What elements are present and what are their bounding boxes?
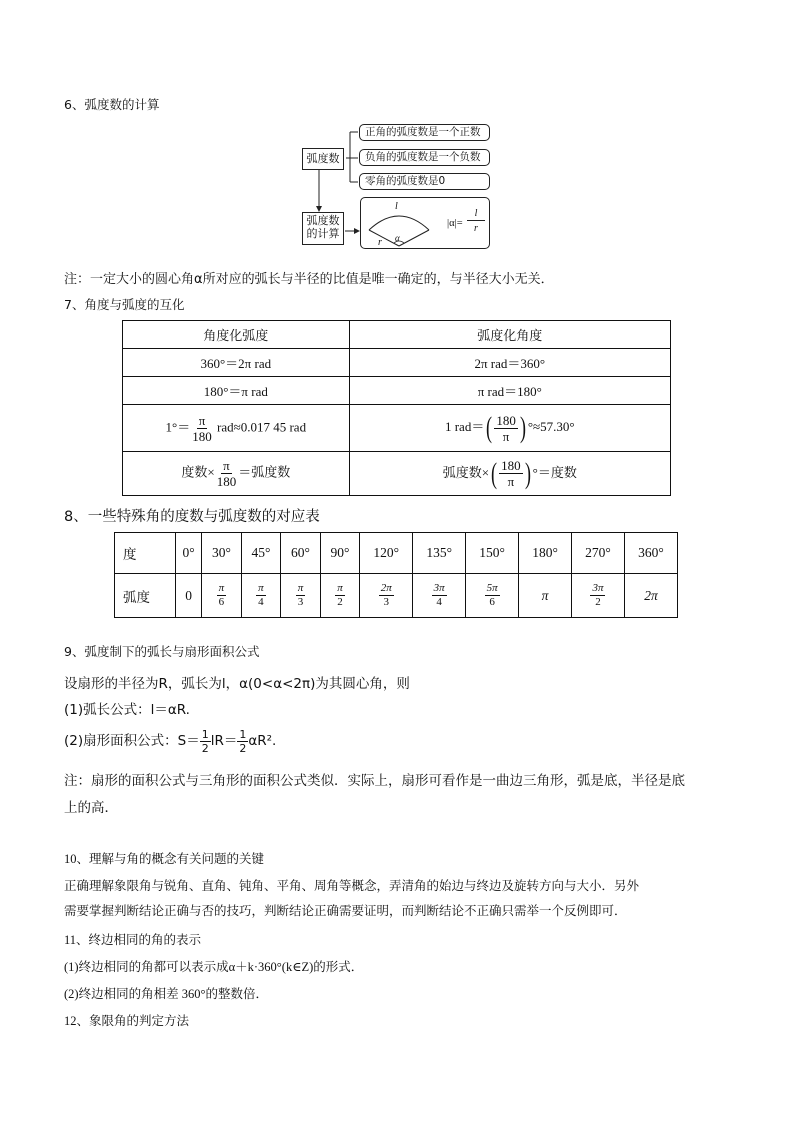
open-paren: ( bbox=[491, 456, 498, 490]
fraction-den: 2 bbox=[239, 741, 247, 755]
fraction bbox=[217, 583, 227, 608]
s9-note-line-2: 上的高． bbox=[64, 800, 118, 816]
fraction-den: 4 bbox=[436, 596, 442, 608]
diagram-item-label: 零角的弧度数是0 bbox=[365, 175, 446, 187]
fraction-den: 180 bbox=[216, 474, 237, 489]
row-label-radian: 弧度 bbox=[115, 574, 176, 618]
radian-cell bbox=[413, 574, 466, 618]
radian-row bbox=[115, 574, 678, 618]
fraction-den: 2 bbox=[201, 741, 209, 755]
s9-line-3-mid: lR＝ bbox=[210, 733, 238, 749]
diagram-root-box bbox=[302, 148, 344, 170]
radian-cell bbox=[241, 574, 281, 618]
fraction bbox=[432, 583, 447, 608]
radian-cell bbox=[519, 574, 572, 618]
cell bbox=[123, 405, 350, 452]
cell bbox=[349, 452, 670, 496]
fraction-num: 5π bbox=[486, 582, 498, 594]
fraction bbox=[379, 583, 394, 608]
degree-cell: 60° bbox=[281, 533, 321, 574]
s9-line-1: 设扇形的半径为R，弧长为l，α(0<α<2π)为其圆心角，则 bbox=[64, 676, 410, 692]
cell: 2π rad＝360° bbox=[349, 349, 670, 377]
fraction-num: π bbox=[297, 582, 304, 594]
cell-text: °＝度数 bbox=[532, 464, 577, 480]
cell bbox=[123, 452, 350, 496]
cell-text: 度数× bbox=[181, 464, 215, 480]
note-1: 注：一定大小的圆心角α所对应的弧长与半径的比值是唯一确定的，与半径大小无关． bbox=[64, 272, 554, 287]
diagram-item-negative bbox=[359, 149, 490, 166]
cell bbox=[349, 405, 670, 452]
fraction-num: π bbox=[223, 458, 230, 473]
s9-note-line-1: 注：扇形的面积公式与三角形的面积公式类似．实际上，扇形可看作是一曲边三角形，弧是底，半径是底 bbox=[64, 773, 685, 789]
fraction-num: π bbox=[218, 582, 225, 594]
section-12-heading: 12、象限角的判定方法 bbox=[64, 1014, 190, 1028]
cell-text: 弧度数× bbox=[442, 464, 490, 480]
s9-line-3-pre: (2)扇形面积公式：S＝ bbox=[64, 733, 200, 749]
fraction bbox=[190, 414, 214, 443]
fraction-num: 180 bbox=[501, 458, 521, 473]
header-deg-to-rad: 角度化弧度 bbox=[123, 321, 350, 349]
section-6-heading: 6、弧度数的计算 bbox=[64, 97, 160, 112]
diagram-item-positive bbox=[359, 124, 490, 141]
degree-cell: 0° bbox=[176, 533, 202, 574]
formula-num: l bbox=[467, 208, 485, 221]
fraction-num: 3π bbox=[592, 582, 604, 594]
degree-cell: 120° bbox=[360, 533, 413, 574]
s9-line-3 bbox=[64, 724, 276, 758]
header-rad-to-deg: 弧度化角度 bbox=[349, 321, 670, 349]
cell-text: 1°＝ bbox=[165, 418, 191, 434]
close-paren: ) bbox=[524, 456, 531, 490]
diagram-root-label: 弧度数 bbox=[306, 152, 340, 165]
table-row bbox=[123, 377, 671, 405]
degree-cell: 45° bbox=[241, 533, 281, 574]
s10-line-2: 需要掌握判断结论正确与否的技巧，判断结论正确需要证明，而判断结论不正确只需举一个反例即可． bbox=[64, 904, 627, 918]
degree-cell: 180° bbox=[519, 533, 572, 574]
fraction bbox=[335, 583, 345, 608]
section-9-heading: 9、弧度制下的弧长与扇形面积公式 bbox=[64, 644, 260, 659]
diagram-calc-label-1: 弧度数 bbox=[306, 214, 340, 227]
fraction-den: 3 bbox=[383, 596, 389, 608]
fraction-num: 180 bbox=[496, 412, 516, 428]
fraction-num: 1 bbox=[239, 727, 247, 741]
radian-value: 0 bbox=[185, 587, 192, 603]
table-row bbox=[123, 405, 671, 452]
fraction-den: π bbox=[502, 428, 510, 444]
section-8-heading: 8、一些特殊角的度数与弧度数的对应表 bbox=[64, 509, 320, 525]
radius-label: r bbox=[378, 237, 382, 248]
table-row bbox=[123, 349, 671, 377]
degree-cell: 270° bbox=[572, 533, 625, 574]
diagram-item-label: 正角的弧度数是一个正数 bbox=[365, 126, 481, 138]
radian-cell bbox=[320, 574, 360, 618]
section-11-heading: 11、终边相同的角的表示 bbox=[64, 933, 202, 947]
degree-cell: 135° bbox=[413, 533, 466, 574]
fraction bbox=[215, 459, 239, 488]
diagram-calc-box bbox=[302, 212, 344, 245]
fraction bbox=[590, 583, 605, 608]
table-row bbox=[123, 452, 671, 496]
diagram-item-label: 负角的弧度数是一个负数 bbox=[365, 151, 481, 163]
fraction bbox=[499, 459, 523, 488]
s9-line-3-post: αR². bbox=[248, 733, 277, 749]
fraction-half bbox=[237, 729, 248, 754]
fraction-den: π bbox=[507, 474, 515, 489]
fraction bbox=[256, 583, 266, 608]
fraction bbox=[494, 414, 518, 443]
fraction-den: 3 bbox=[297, 596, 304, 608]
diagram-calc-label-2: 的计算 bbox=[306, 227, 340, 240]
angle-label: α bbox=[395, 233, 400, 243]
s10-line-1: 正确理解象限角与锐角、直角、钝角、平角、周角等概念，弄清角的始边与终边及旋转方向与大小．另外 bbox=[64, 879, 640, 893]
fraction-den: 180 bbox=[192, 428, 212, 444]
fraction-den: 6 bbox=[218, 596, 225, 608]
radian-cell bbox=[360, 574, 413, 618]
degree-cell: 30° bbox=[202, 533, 242, 574]
radian-cell bbox=[624, 574, 677, 618]
special-angles-table bbox=[114, 532, 678, 618]
radian-value: π bbox=[541, 587, 549, 603]
angle-radian-conversion-table bbox=[122, 320, 671, 496]
table-header-row bbox=[123, 321, 671, 349]
cell-text: 1 rad＝ bbox=[444, 418, 485, 434]
fraction-den: 2 bbox=[595, 596, 601, 608]
close-paren: ) bbox=[519, 411, 526, 444]
cell-text: rad≈0.017 45 rad bbox=[213, 418, 307, 434]
radian-cell bbox=[466, 574, 519, 618]
section-7-heading: 7、角度与弧度的互化 bbox=[64, 297, 185, 312]
fraction-num: 3π bbox=[433, 582, 445, 594]
section-10-heading: 10、理解与角的概念有关问题的关键 bbox=[64, 852, 265, 866]
radian-cell bbox=[572, 574, 625, 618]
s11-line-2: (2)终边相同的角相差 360°的整数倍． bbox=[64, 987, 268, 1001]
open-paren: ( bbox=[486, 411, 493, 444]
arc-label: l bbox=[395, 201, 398, 212]
fraction-num: π bbox=[258, 582, 264, 594]
fraction bbox=[296, 583, 306, 608]
cell: 180°＝π rad bbox=[123, 377, 350, 405]
radian-cell bbox=[176, 574, 202, 618]
fraction-num: 2π bbox=[380, 582, 392, 594]
diagram-item-zero bbox=[359, 173, 490, 190]
s11-line-1: (1)终边相同的角都可以表示成α＋k·360°(k∈Z)的形式． bbox=[64, 960, 364, 974]
degree-cell: 360° bbox=[624, 533, 677, 574]
formula-den: r bbox=[474, 223, 478, 234]
degree-row bbox=[115, 533, 678, 574]
cell: 360°＝2π rad bbox=[123, 349, 350, 377]
fraction-num: 1 bbox=[201, 727, 209, 741]
diagram-formula-box bbox=[360, 197, 490, 249]
fraction-den: 6 bbox=[489, 596, 495, 608]
row-label-degree: 度 bbox=[115, 533, 176, 574]
cell: π rad＝180° bbox=[349, 377, 670, 405]
fraction bbox=[485, 583, 500, 608]
degree-cell: 90° bbox=[320, 533, 360, 574]
fraction-half bbox=[200, 729, 211, 754]
radian-value: 2π bbox=[644, 587, 658, 603]
cell-text: °≈57.30° bbox=[527, 418, 575, 434]
fraction-num: π bbox=[337, 582, 343, 594]
radian-cell bbox=[281, 574, 321, 618]
fraction-num: π bbox=[198, 412, 206, 428]
fraction-den: 4 bbox=[258, 596, 264, 608]
fraction-den: 2 bbox=[337, 596, 343, 608]
degree-cell: 150° bbox=[466, 533, 519, 574]
formula-lhs: |α|= bbox=[447, 218, 463, 229]
s9-line-2: (1)弧长公式：l＝αR. bbox=[64, 702, 190, 718]
cell-text: ＝弧度数 bbox=[238, 464, 291, 480]
radian-cell bbox=[202, 574, 242, 618]
